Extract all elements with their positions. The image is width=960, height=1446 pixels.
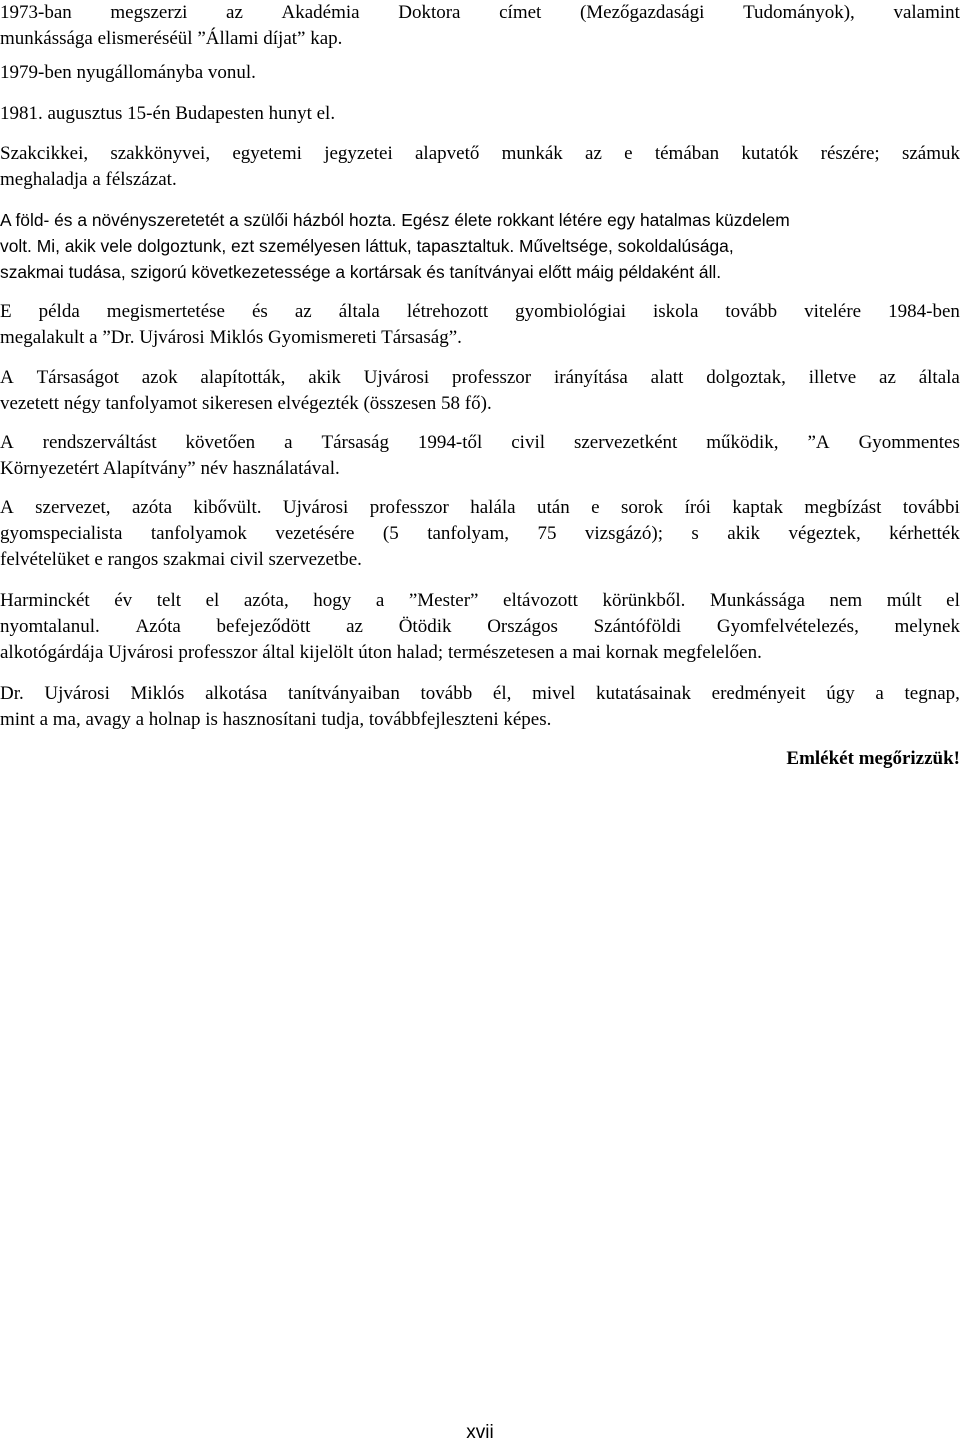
word: tanítványaiban bbox=[288, 683, 400, 704]
word: számuk bbox=[901, 143, 960, 164]
word: úgy bbox=[826, 683, 855, 704]
word: él, bbox=[492, 683, 512, 704]
word: szervezet, bbox=[35, 497, 111, 518]
word: szervezetként bbox=[573, 432, 678, 453]
word: rendszerváltást bbox=[42, 432, 157, 453]
word: tovább bbox=[725, 301, 778, 322]
word: Azóta bbox=[135, 616, 181, 637]
word: kérhették bbox=[889, 523, 960, 544]
paragraph-society-founding bbox=[0, 299, 960, 351]
text-line bbox=[0, 495, 960, 521]
word: Harminckét bbox=[0, 590, 90, 611]
word: az bbox=[226, 2, 243, 23]
word: befejeződött bbox=[216, 616, 311, 637]
word: az bbox=[879, 367, 896, 388]
text-line: 1981. augusztus 15-én Budapesten hunyt el. bbox=[0, 103, 336, 124]
word: alatt bbox=[650, 367, 684, 388]
word: az bbox=[585, 143, 602, 164]
word: halála bbox=[470, 497, 516, 518]
text-line: felvételüket e rangos szakmai civil szervezetbe. bbox=[0, 549, 362, 570]
word: kaptak bbox=[732, 497, 783, 518]
word: részére; bbox=[820, 143, 880, 164]
word: Ujvárosi bbox=[44, 683, 110, 704]
closing-remark: Emlékét megőrizzük! bbox=[786, 748, 960, 769]
word: kutatásainak bbox=[596, 683, 691, 704]
word: melynek bbox=[894, 616, 960, 637]
word: további bbox=[902, 497, 960, 518]
paragraph-legacy bbox=[0, 588, 960, 666]
word: alapították, bbox=[200, 367, 286, 388]
word: professzor bbox=[369, 497, 449, 518]
word: eredményeit bbox=[711, 683, 806, 704]
text-line bbox=[0, 141, 960, 167]
text-line bbox=[0, 365, 960, 391]
word: tovább bbox=[420, 683, 473, 704]
word: alapvető bbox=[415, 143, 480, 164]
word: ”A bbox=[807, 432, 830, 453]
paragraph-society-founders bbox=[0, 365, 960, 417]
word: vezetésére bbox=[275, 523, 355, 544]
word: általa bbox=[338, 301, 380, 322]
word: az bbox=[346, 616, 363, 637]
word: és bbox=[252, 301, 268, 322]
word: dolgoztak, bbox=[706, 367, 786, 388]
page-number: xvii bbox=[466, 1422, 494, 1443]
word: civil bbox=[511, 432, 546, 453]
word: illetve bbox=[808, 367, 857, 388]
word: munkák bbox=[501, 143, 563, 164]
word: A bbox=[0, 497, 14, 518]
word: 1973-ban bbox=[0, 2, 72, 23]
word: kibővült. bbox=[193, 497, 262, 518]
word: A bbox=[0, 367, 14, 388]
word: akik bbox=[308, 367, 341, 388]
text-line: munkássága elismeréséül ”Állami díjat” kap. bbox=[0, 28, 343, 49]
word: írói bbox=[684, 497, 711, 518]
word: valamint bbox=[893, 2, 960, 23]
word: 75 bbox=[537, 523, 557, 544]
word: megszerzi bbox=[110, 2, 188, 23]
text-line: Környezetért Alapítvány” név használatával. bbox=[0, 458, 340, 479]
word: az bbox=[294, 301, 312, 322]
word: e bbox=[591, 497, 600, 518]
word: Munkássága bbox=[709, 590, 805, 611]
word: azóta, bbox=[243, 590, 289, 611]
word: követően bbox=[185, 432, 256, 453]
text-line bbox=[0, 681, 960, 707]
word: Tudományok), bbox=[743, 2, 855, 23]
word: jegyzetei bbox=[324, 143, 393, 164]
word: vitelére bbox=[804, 301, 862, 322]
word: Szakcikkei, bbox=[0, 143, 89, 164]
word: eltávozott bbox=[503, 590, 578, 611]
word: tegnap, bbox=[904, 683, 960, 704]
text-line: alkotógárdája Ujvárosi professzor által kijelölt úton halad; természetesen a mai kornak megfelelően. bbox=[0, 642, 762, 663]
word: Ötödik bbox=[398, 616, 452, 637]
word: Doktora bbox=[398, 2, 461, 23]
text-line: volt. Mi, akik vele dolgoztunk, ezt személyesen láttuk, tapasztaltuk. Műveltsége, sokoldalúsága, bbox=[0, 236, 734, 256]
paragraph-death bbox=[0, 101, 960, 127]
word: E bbox=[0, 301, 12, 322]
word: nyomtalanul. bbox=[0, 616, 100, 637]
word: sorok bbox=[620, 497, 664, 518]
text-line bbox=[0, 0, 960, 26]
text-line: 1979-ben nyugállományba vonul. bbox=[0, 62, 256, 83]
paragraph-organization-growth bbox=[0, 495, 960, 573]
text-line bbox=[0, 614, 960, 640]
word: nem bbox=[829, 590, 863, 611]
word: szakkönyvei, bbox=[110, 143, 211, 164]
word: (5 bbox=[382, 523, 399, 544]
word: ”Mester” bbox=[408, 590, 479, 611]
word: 1994-től bbox=[417, 432, 483, 453]
word: professzor bbox=[452, 367, 532, 388]
paragraph-foundation bbox=[0, 430, 960, 482]
word: (Mezőgazdasági bbox=[579, 2, 705, 23]
word: általa bbox=[918, 367, 960, 388]
word: azok bbox=[141, 367, 178, 388]
text-line: mint a ma, avagy a holnap is hasznosítani tudja, továbbfejleszteni képes. bbox=[0, 709, 552, 730]
word: létrehozott bbox=[406, 301, 489, 322]
word: Gyomfelvételezés, bbox=[716, 616, 859, 637]
paragraph-doctorate bbox=[0, 0, 960, 52]
word: témában bbox=[654, 143, 720, 164]
word: Dr. bbox=[0, 683, 24, 704]
word: a bbox=[284, 432, 293, 453]
paragraph-life-struggle bbox=[0, 207, 960, 285]
paragraph-students bbox=[0, 681, 960, 733]
word: el bbox=[946, 590, 960, 611]
word: a bbox=[875, 683, 884, 704]
word: Miklós bbox=[130, 683, 185, 704]
word: telt bbox=[156, 590, 182, 611]
word: s bbox=[691, 523, 699, 544]
word: e bbox=[624, 143, 633, 164]
word: példa bbox=[38, 301, 80, 322]
word: címet bbox=[499, 2, 542, 23]
word: Szántóföldi bbox=[593, 616, 682, 637]
word: Társaságot bbox=[36, 367, 119, 388]
word: év bbox=[114, 590, 133, 611]
word: a bbox=[375, 590, 385, 611]
word: Ujvárosi bbox=[282, 497, 349, 518]
word: vizsgázó); bbox=[584, 523, 663, 544]
paragraph-retirement bbox=[0, 60, 960, 86]
word: gyombiológiai bbox=[515, 301, 626, 322]
word: irányítása bbox=[553, 367, 628, 388]
word: végeztek, bbox=[788, 523, 861, 544]
word: Akadémia bbox=[281, 2, 360, 23]
paragraph-publications bbox=[0, 141, 960, 193]
text-line bbox=[0, 521, 960, 547]
word: akik bbox=[727, 523, 760, 544]
word: el bbox=[205, 590, 220, 611]
text-line bbox=[0, 588, 960, 614]
word: Társaság bbox=[321, 432, 389, 453]
word: hogy bbox=[313, 590, 352, 611]
word: iskola bbox=[653, 301, 699, 322]
text-line: A föld- és a növényszeretetét a szülői házból hozta. Egész élete rokkant létére egy hatalmas küzdelem bbox=[0, 210, 790, 230]
text-line: vezetett négy tanfolyamot sikeresen elvégezték (összesen 58 fő). bbox=[0, 393, 492, 414]
word: után bbox=[537, 497, 570, 518]
word: körünkből. bbox=[602, 590, 686, 611]
word: Országos bbox=[487, 616, 558, 637]
word: Gyommentes bbox=[858, 432, 960, 453]
word: Ujvárosi bbox=[363, 367, 430, 388]
text-line bbox=[0, 430, 960, 456]
word: mivel bbox=[532, 683, 576, 704]
word: tanfolyam, bbox=[427, 523, 509, 544]
word: megbízást bbox=[804, 497, 882, 518]
word: A bbox=[0, 432, 14, 453]
word: tanfolyamok bbox=[150, 523, 247, 544]
word: kutatók bbox=[741, 143, 799, 164]
text-line: meghaladja a félszázat. bbox=[0, 169, 177, 190]
word: azóta bbox=[131, 497, 173, 518]
word: 1984-ben bbox=[888, 301, 960, 322]
text-line: megalakult a ”Dr. Ujvárosi Miklós Gyomismereti Társaság”. bbox=[0, 327, 462, 348]
word: gyomspecialista bbox=[0, 523, 123, 544]
word: alkotása bbox=[205, 683, 268, 704]
text-line: szakmai tudása, szigorú következetessége a kortársak és tanítványai előtt máig példaként áll. bbox=[0, 262, 722, 282]
word: egyetemi bbox=[232, 143, 302, 164]
word: múlt bbox=[886, 590, 922, 611]
word: megismertetése bbox=[106, 301, 225, 322]
text-line bbox=[0, 299, 960, 325]
word: működik, bbox=[706, 432, 779, 453]
